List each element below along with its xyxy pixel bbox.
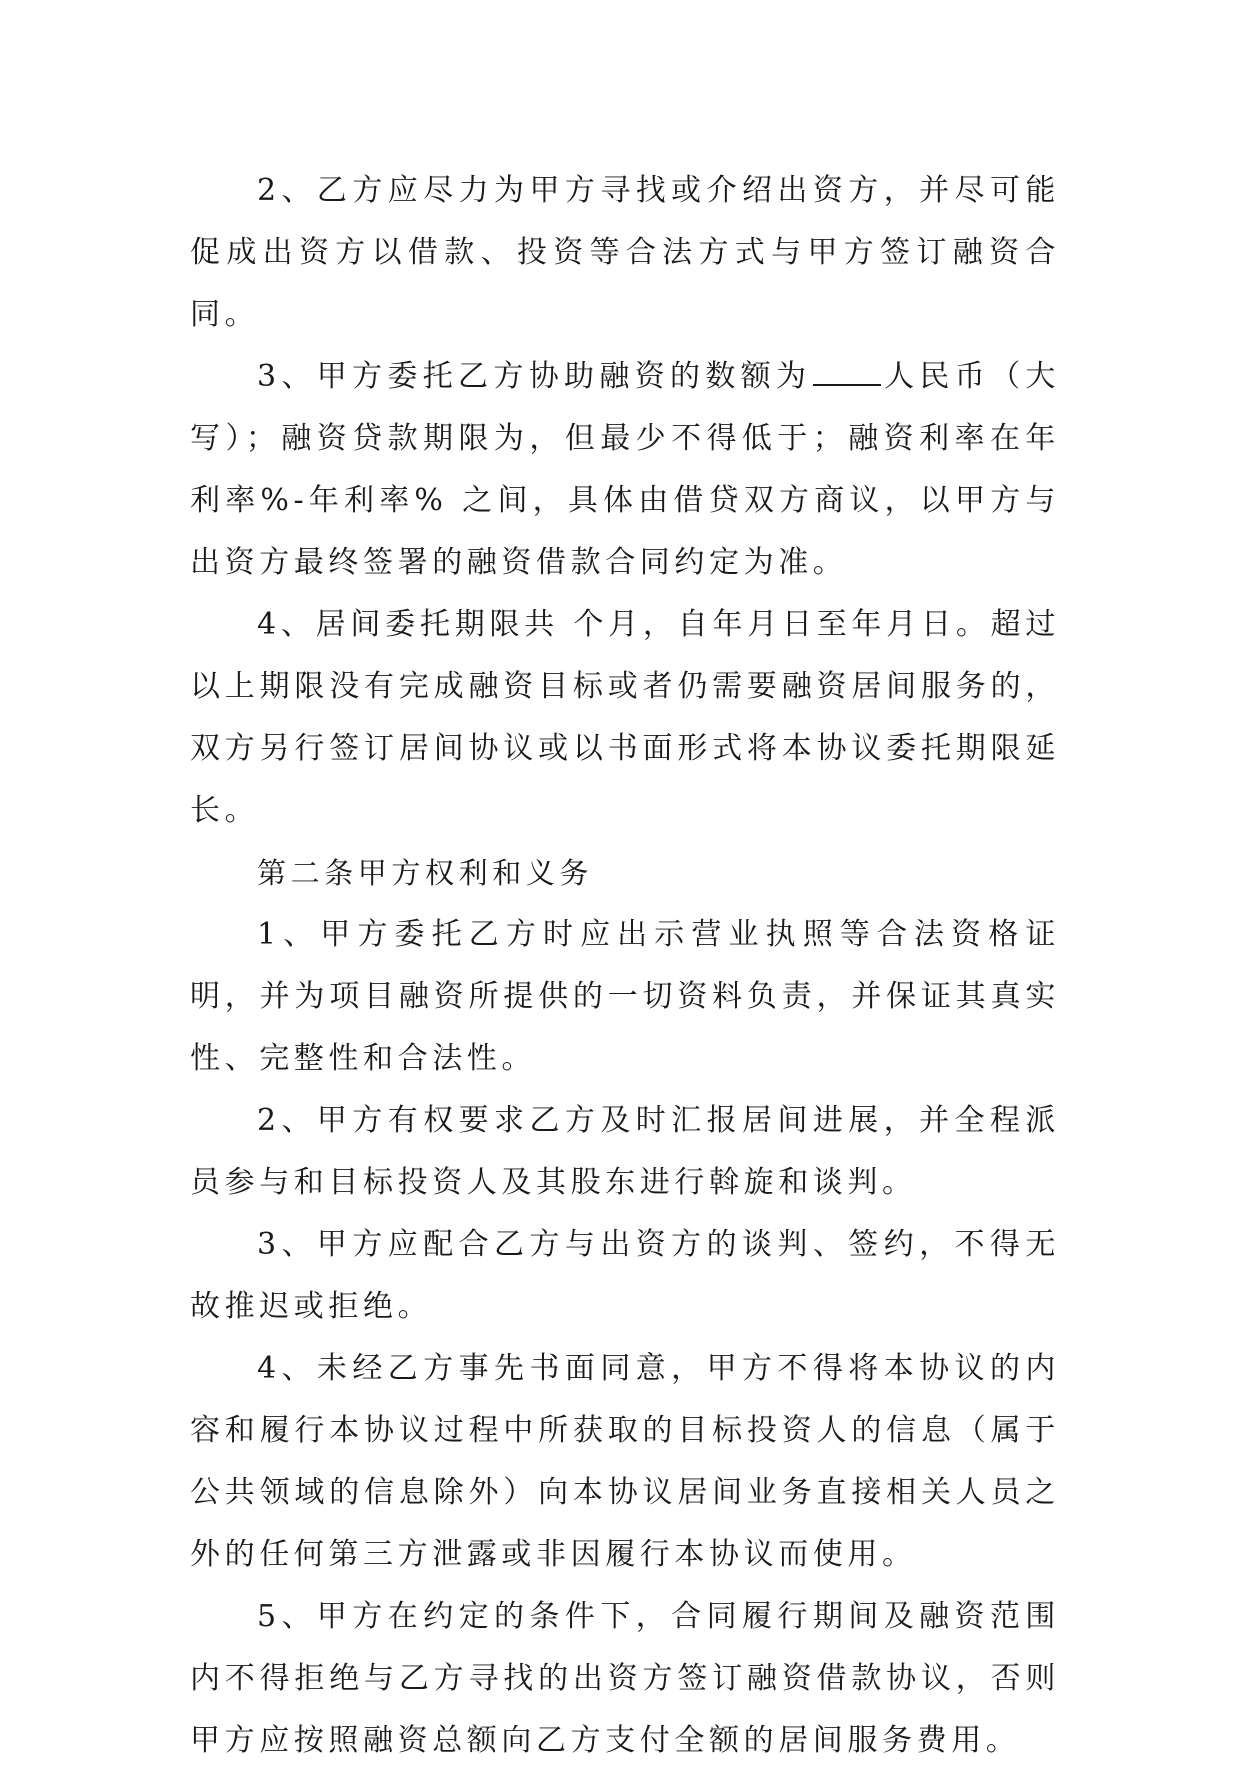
clause-paragraph-4 — [190, 594, 1060, 842]
clause-text: 1、甲方委托乙方时应出示营业执照等合法资格证明，并为项目融资所提供的一切资料负责，并保证其真实性、完整性和合法性。 — [190, 917, 1060, 1076]
clause-text: 4、未经乙方事先书面同意，甲方不得将本协议的内容和履行本协议过程中所获取的目标投资人的信息（属于公共领域的信息除外）向本协议居间业务直接相关人员之外的任何第三方泄露或非因履行本协议而使用。 — [190, 1351, 1060, 1572]
clause-paragraph-3 — [190, 346, 1060, 594]
obligation-paragraph-5 — [190, 1586, 1060, 1772]
document-body — [190, 160, 1060, 1772]
fill-in-blank — [813, 358, 881, 386]
clause-text: 3、甲方委托乙方协助融资的数额为 — [257, 359, 812, 394]
clause-text: 4、居间委托期限共 个月，自年月日至年月日。超过以上期限没有完成融资目标或者仍需要融资居间服务的，双方另行签订居间协议或以书面形式将本协议委托期限延长。 — [190, 607, 1060, 828]
clause-text: 2、甲方有权要求乙方及时汇报居间进展，并全程派员参与和目标投资人及其股东进行斡旋和谈判。 — [190, 1103, 1060, 1200]
obligation-paragraph-1 — [190, 904, 1060, 1090]
clause-text: 3、甲方应配合乙方与出资方的谈判、签约，不得无故推迟或拒绝。 — [190, 1227, 1060, 1324]
clause-text: 5、甲方在约定的条件下，合同履行期间及融资范围内不得拒绝与乙方寻找的出资方签订融资借款协议，否则甲方应按照融资总额向乙方支付全额的居间服务费用。 — [190, 1599, 1060, 1758]
section-heading-text: 第二条甲方权利和义务 — [257, 856, 594, 890]
clause-text: 2、乙方应尽力为甲方寻找或介绍出资方，并尽可能促成出资方以借款、投资等合法方式与甲方签订融资合同。 — [190, 173, 1060, 332]
clause-paragraph-2 — [190, 160, 1060, 346]
obligation-paragraph-4 — [190, 1338, 1060, 1586]
obligation-paragraph-3 — [190, 1214, 1060, 1338]
obligation-paragraph-2 — [190, 1090, 1060, 1214]
clause-text: 人民币（大写）；融资贷款期限为，但最少不得低于；融资利率在年利率%-年利率% 之间，具体由借贷双方商议，以甲方与出资方最终签署的融资借款合同约定为准。 — [190, 359, 1061, 580]
section-heading — [190, 842, 1060, 904]
